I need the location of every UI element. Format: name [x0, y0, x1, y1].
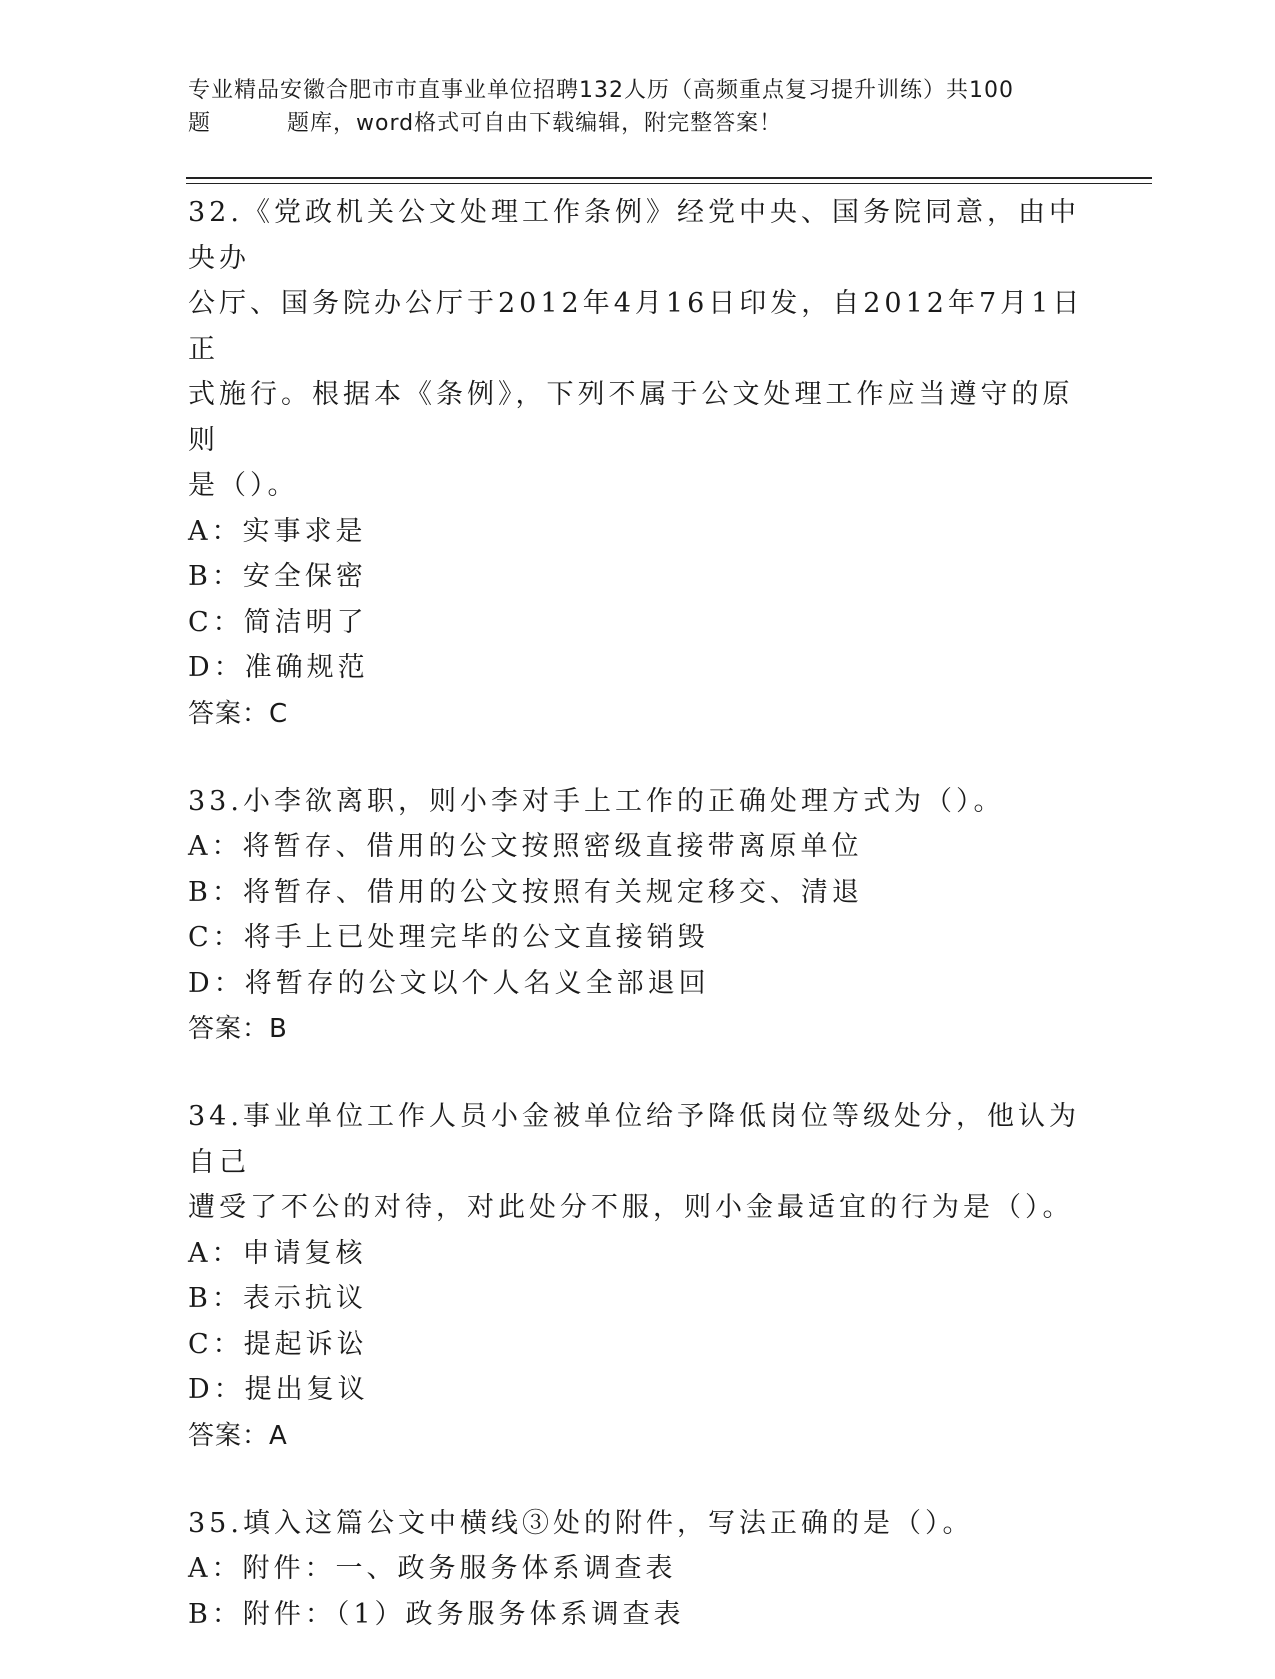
option-b: B：安全保密	[188, 561, 367, 592]
question-stem-line: 遭受了不公的对待，对此处分不服，则小金最适宜的行为是（）。	[188, 1192, 1074, 1223]
option-c: C：简洁明了	[188, 606, 368, 638]
question-stem-line: 公厅、国务院办公厅于2012年4月16日印发，自2012年7月1日正	[188, 288, 1084, 365]
header-line-1: 专业精品安徽合肥市市直事业单位招聘132人历（高频重点复习提升训练）共100	[188, 78, 1014, 103]
option-b: B：表示抗议	[188, 1283, 367, 1314]
option-b: B：将暂存、借用的公文按照有关规定移交、清退	[188, 876, 863, 908]
question-33	[188, 779, 1088, 1053]
document-header	[188, 74, 1088, 140]
question-34	[188, 1094, 1088, 1459]
question-list	[188, 190, 1088, 1679]
question-35	[188, 1501, 1088, 1638]
option-a: A：附件：一、政务服务体系调查表	[188, 1553, 677, 1584]
answer-text: 答案：B	[188, 1014, 288, 1044]
header-divider-thin	[186, 183, 1152, 184]
option-b: B：附件：（1）政务服务体系调查表	[188, 1598, 685, 1630]
question-stem-line: 32.《党政机关公文处理工作条例》经党中央、国务院同意，由中央办	[188, 197, 1080, 274]
header-divider-thick	[186, 177, 1152, 179]
option-d: D：准确规范	[188, 652, 369, 683]
option-c: C：提起诉讼	[188, 1328, 368, 1360]
question-32	[188, 190, 1088, 737]
question-stem-line: 是（）。	[188, 470, 299, 501]
question-stem-line: 33.小李欲离职，则小李对手上工作的正确处理方式为（）。	[188, 785, 1005, 817]
question-stem-line: 式施行。根据本《条例》，下列不属于公文处理工作应当遵守的原则	[188, 379, 1074, 456]
question-stem-line: 34.事业单位工作人员小金被单位给予降低岗位等级处分，他认为自己	[188, 1101, 1080, 1178]
answer-text: 答案：C	[188, 698, 289, 729]
option-d: D：提出复议	[188, 1374, 369, 1405]
header-line-2-lead: 题	[188, 111, 212, 136]
option-a: A：申请复核	[188, 1237, 367, 1269]
option-d: D：将暂存的公文以个人名义全部退回	[188, 967, 710, 999]
answer-text: 答案：A	[188, 1420, 288, 1451]
header-line-2-tail: 题库，word格式可自由下载编辑，附完整答案！	[287, 111, 783, 136]
question-stem-line: 35.填入这篇公文中横线③处的附件，写法正确的是（）。	[188, 1507, 974, 1539]
option-c: C：将手上已处理完毕的公文直接销毁	[188, 922, 709, 953]
header-line-2	[188, 107, 1088, 140]
option-a: A：将暂存、借用的公文按照密级直接带离原单位	[188, 831, 863, 862]
option-a: A：实事求是	[188, 515, 367, 547]
